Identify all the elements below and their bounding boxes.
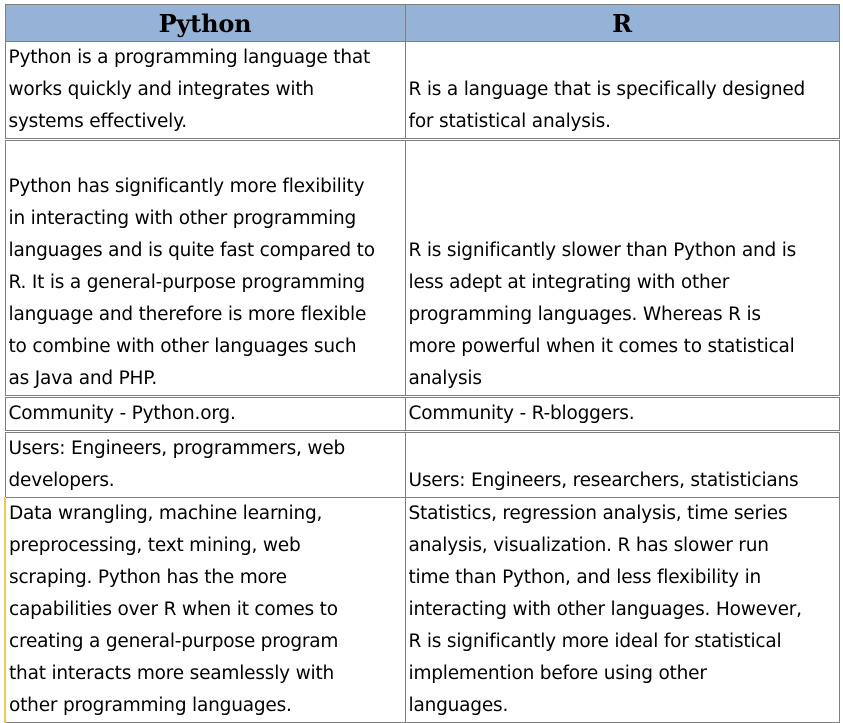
table-row	[5, 498, 839, 723]
table-row	[5, 397, 839, 432]
header-r[interactable]: R	[405, 5, 839, 42]
header-row	[5, 5, 839, 42]
cell-python-uses[interactable]: Data wrangling, machine learning, preprocessing, text mining, web scraping. Python has the more capabilities over R when it comes to creating a general-purpose program that interacts more seamlessly with other programming languages.	[5, 498, 405, 723]
header-python[interactable]: Python	[5, 5, 405, 42]
cell-r-overview[interactable]: R is a language that is specifically designed for statistical analysis.	[405, 42, 839, 140]
cell-r-flexibility[interactable]: R is significantly slower than Python and is less adept at integrating with other programming languages. Whereas R is more powerful when it comes to statistical analysis	[405, 140, 839, 397]
table-row	[5, 42, 839, 140]
cell-r-community[interactable]: Community - R-bloggers.	[405, 397, 839, 432]
table-row	[5, 140, 839, 397]
cell-python-overview[interactable]: Python is a programming language that works quickly and integrates with systems effectively.	[5, 42, 405, 140]
comparison-table	[4, 4, 840, 723]
cell-python-users[interactable]: Users: Engineers, programmers, web developers.	[5, 432, 405, 498]
table-row	[5, 432, 839, 498]
cell-r-uses[interactable]: Statistics, regression analysis, time series analysis, visualization. R has slower run time than Python, and less flexibility in interacting with other languages. However, R is significantly more ideal for statistical implemention before using other languages.	[405, 498, 839, 723]
cell-python-community[interactable]: Community - Python.org.	[5, 397, 405, 432]
cell-python-flexibility[interactable]: Python has significantly more flexibility in interacting with other programming languages and is quite fast compared to R. It is a general-purpose programming language and therefore is more flexible to combine with other languages such as Java and PHP.	[5, 140, 405, 397]
cell-r-users[interactable]: Users: Engineers, researchers, statisticians	[405, 432, 839, 498]
